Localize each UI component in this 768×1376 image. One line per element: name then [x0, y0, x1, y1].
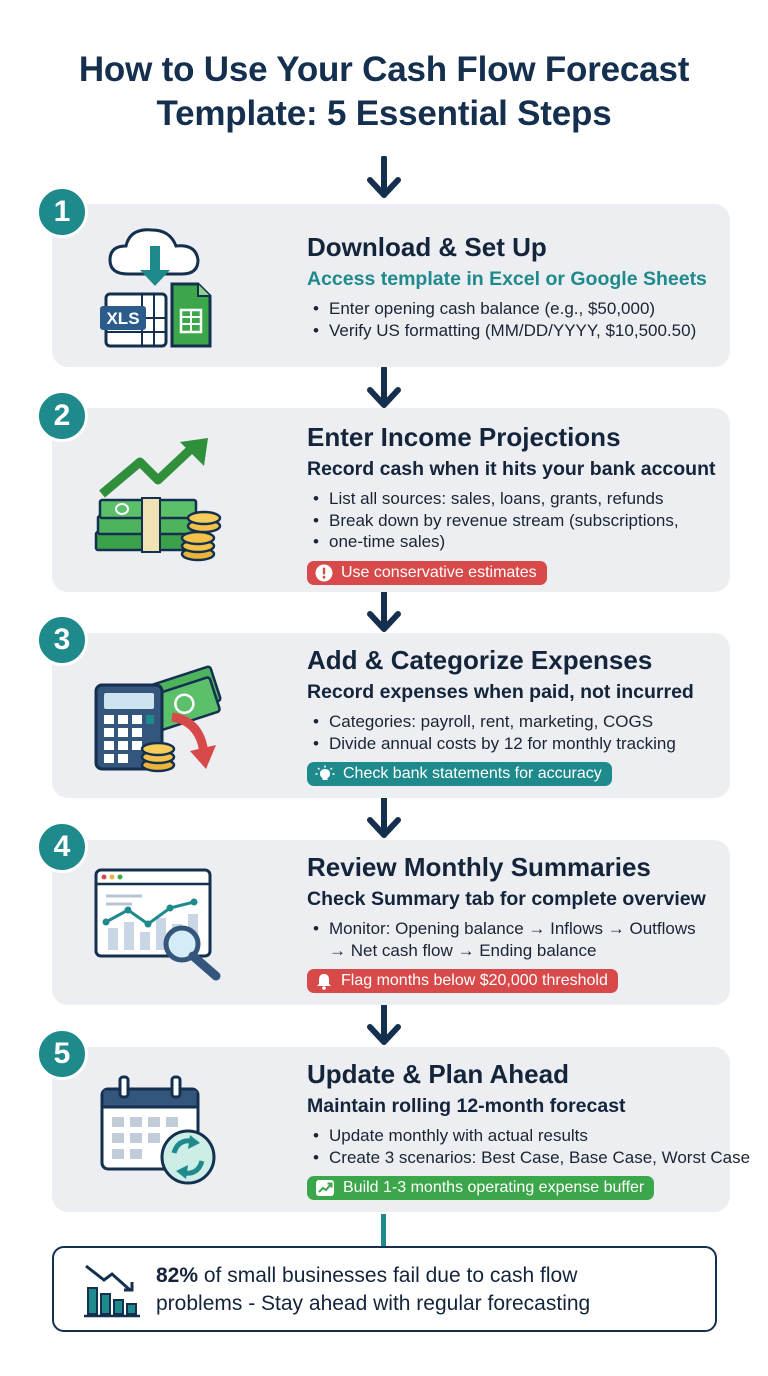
down-arrow-icon — [364, 1003, 404, 1047]
step-number-badge: 2 — [36, 390, 88, 442]
step-number-badge: 3 — [36, 614, 88, 666]
bullet-item: • Break down by revenue stream (subscriptions, — [307, 510, 716, 532]
bullet-item: • Update monthly with actual results — [307, 1125, 750, 1147]
step-bullets — [307, 488, 716, 553]
step-subtitle: Access template in Excel or Google Sheets — [307, 268, 707, 290]
chart-magnifier-icon — [92, 866, 224, 982]
bullet-item: • List all sources: sales, loans, grants, refunds — [307, 488, 716, 510]
step-card-3 — [52, 633, 730, 798]
tip-tag-text: Build 1-3 months operating expense buffer — [343, 1179, 645, 1196]
down-arrow-icon — [364, 590, 404, 634]
declining-bar-chart-icon — [82, 1262, 142, 1318]
tip-tag — [307, 969, 618, 993]
step-card-2 — [52, 408, 730, 592]
exclamation-icon — [315, 564, 333, 582]
step-subtitle: Maintain rolling 12-month forecast — [307, 1095, 626, 1117]
step-card-4 — [52, 840, 730, 1005]
step-number-badge: 5 — [36, 1028, 88, 1080]
cloud-download-spreadsheet-icon — [98, 222, 218, 350]
calculator-expense-icon — [92, 655, 222, 775]
down-arrow-icon — [364, 156, 404, 200]
bullet-item: • one-time sales) — [307, 531, 716, 553]
page-title — [0, 48, 768, 136]
tip-tag — [307, 762, 612, 786]
bullet-item: • Divide annual costs by 12 for monthly tracking — [307, 733, 694, 755]
page-title-line-1: How to Use Your Cash Flow Forecast — [78, 50, 690, 89]
step-bullets — [307, 711, 694, 754]
bullet-item: → Net cash flow → Ending balance — [329, 940, 597, 960]
trend-up-icon — [315, 1179, 335, 1197]
step-bullets — [307, 298, 707, 341]
step-title: Enter Income Projections — [307, 422, 621, 452]
bullet-item: • Verify US formatting (MM/DD/YYYY, $10,500.50) — [307, 320, 707, 342]
step-bullets — [307, 918, 706, 961]
footer-text — [156, 1262, 590, 1318]
tip-tag-text: Use conservative estimates — [341, 563, 537, 581]
down-arrow-icon — [364, 796, 404, 840]
page-title-line-2: Template: 5 Essential Steps — [156, 94, 612, 133]
footer-stat: 82% — [156, 1264, 199, 1287]
step-card-1 — [52, 204, 730, 367]
money-growth-icon — [92, 436, 222, 564]
bullet-item: • Categories: payroll, rent, marketing, COGS — [307, 711, 694, 733]
step-number-badge: 4 — [36, 821, 88, 873]
footer-connector — [381, 1214, 386, 1248]
step-title: Download & Set Up — [307, 232, 547, 262]
bell-icon — [315, 972, 333, 990]
calendar-refresh-icon — [98, 1073, 222, 1189]
footer-line-1: of small businesses fail due to cash flow — [198, 1264, 578, 1287]
tip-tag-text: Flag months below $20,000 threshold — [341, 972, 608, 989]
footer-line-2: problems - Stay ahead with regular forecasting — [156, 1292, 591, 1315]
down-arrow-icon — [364, 366, 404, 410]
step-number-badge: 1 — [36, 186, 88, 238]
footer-callout — [52, 1246, 717, 1332]
bullet-item: • Create 3 scenarios: Best Case, Base Case, Worst Case — [307, 1147, 750, 1169]
lightbulb-icon — [315, 765, 335, 783]
step-bullets — [307, 1125, 750, 1168]
bullet-item: • Monitor: Opening balance → Inflows → Outflows — [307, 918, 706, 940]
bullet-item: • Enter opening cash balance (e.g., $50,000) — [307, 298, 707, 320]
tip-tag — [307, 561, 547, 585]
step-title: Review Monthly Summaries — [307, 852, 651, 882]
step-subtitle: Record cash when it hits your bank account — [307, 458, 716, 480]
xls-label: XLS — [106, 309, 140, 328]
step-subtitle: Record expenses when paid, not incurred — [307, 681, 694, 703]
step-card-5 — [52, 1047, 751, 1212]
step-subtitle: Check Summary tab for complete overview — [307, 888, 706, 910]
tip-tag — [307, 1176, 654, 1200]
step-title: Update & Plan Ahead — [307, 1059, 569, 1089]
tip-tag-text: Check bank statements for accuracy — [343, 765, 602, 782]
step-title: Add & Categorize Expenses — [307, 645, 653, 675]
